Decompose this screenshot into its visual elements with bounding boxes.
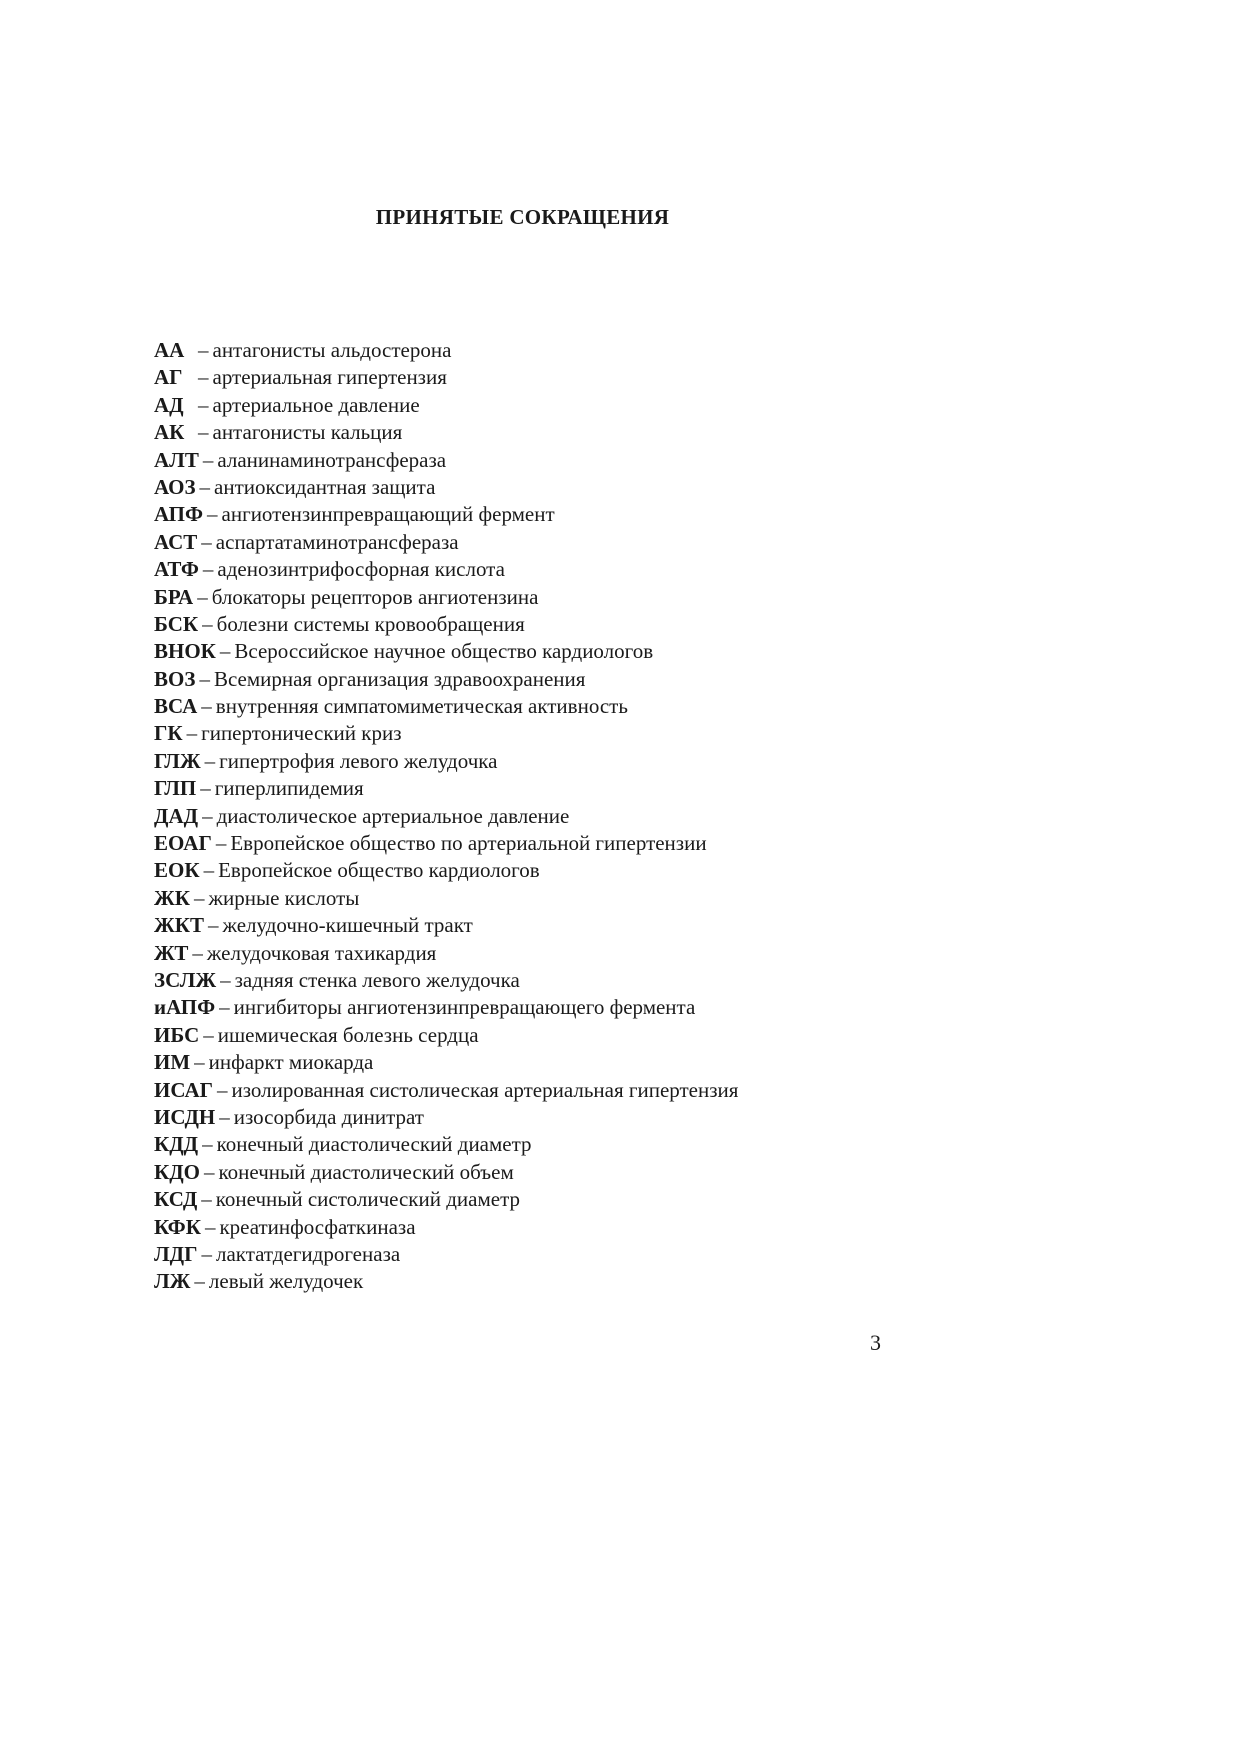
- abbreviation-dash: –: [199, 666, 210, 691]
- abbreviation-item: [154, 1159, 738, 1186]
- abbreviation-definition: Всемирная организация здравоохранения: [213, 666, 586, 691]
- abbreviation-term: ЕОАГ: [154, 831, 212, 856]
- abbreviation-definition: желудочковая тахикардия: [206, 940, 437, 965]
- abbreviation-dash: –: [219, 1104, 230, 1129]
- abbreviation-item: [154, 830, 738, 857]
- abbreviation-term: АГ: [154, 365, 183, 390]
- abbreviation-term: БСК: [154, 611, 199, 636]
- abbreviation-dash: –: [203, 1022, 214, 1047]
- abbreviation-definition: Европейское общество по артериальной гипертензии: [230, 831, 707, 856]
- abbreviation-term: АД: [154, 392, 184, 417]
- abbreviation-dash: –: [194, 1050, 205, 1075]
- abbreviation-definition: гипертонический криз: [201, 721, 402, 746]
- abbreviation-item: [154, 364, 738, 391]
- abbreviation-term: ЗСЛЖ: [154, 967, 217, 992]
- abbreviation-item: [154, 584, 738, 611]
- abbreviation-dash: –: [201, 1241, 212, 1266]
- abbreviation-definition: задняя стенка левого желудочка: [234, 967, 520, 992]
- abbreviation-dash: –: [201, 694, 212, 719]
- abbreviation-definition: гипертрофия левого желудочка: [219, 748, 498, 773]
- abbreviation-item: [154, 1104, 738, 1131]
- abbreviation-dash: –: [199, 474, 211, 499]
- page-title: ПРИНЯТЫЕ СОКРАЩЕНИЯ: [375, 205, 670, 229]
- abbreviation-definition: гиперлипидемия: [214, 776, 364, 801]
- abbreviation-dash: –: [200, 776, 211, 801]
- abbreviation-definition: ингибиторы ангиотензинпревращающего фермента: [233, 995, 696, 1020]
- abbreviation-item: [154, 775, 738, 802]
- abbreviation-term: ГЛП: [154, 776, 197, 801]
- abbreviation-definition: аспартатаминотрансфераза: [215, 529, 459, 554]
- abbreviation-term: АОЗ: [154, 474, 196, 499]
- abbreviation-term: АТФ: [154, 557, 199, 582]
- abbreviation-dash: –: [186, 721, 198, 746]
- abbreviation-definition: артериальная гипертензия: [212, 365, 447, 390]
- abbreviation-dash: –: [194, 1269, 205, 1294]
- abbreviation-term: ГК: [154, 721, 183, 746]
- abbreviation-dash: –: [202, 803, 213, 828]
- abbreviation-definition: жирные кислоты: [208, 885, 360, 910]
- abbreviation-definition: желудочно-кишечный тракт: [222, 913, 473, 938]
- abbreviation-item: [154, 803, 738, 830]
- abbreviation-definition: конечный диастолический диаметр: [216, 1132, 532, 1157]
- abbreviation-item: [154, 419, 738, 446]
- abbreviation-dash: –: [198, 392, 209, 417]
- abbreviation-dash: –: [202, 1132, 213, 1157]
- abbreviation-item: [154, 1131, 738, 1158]
- abbreviation-definition: аденозинтрифосфорная кислота: [217, 557, 505, 582]
- abbreviation-definition: ангиотензинпревращающий фермент: [221, 502, 555, 527]
- abbreviation-definition: конечный диастолический объем: [218, 1159, 514, 1184]
- abbreviation-dash: –: [202, 557, 214, 582]
- abbreviation-dash: –: [204, 1214, 216, 1239]
- abbreviation-dash: –: [202, 611, 213, 636]
- abbreviation-item: [154, 1077, 738, 1104]
- abbreviation-definition: артериальное давление: [212, 392, 420, 417]
- abbreviation-definition: Европейское общество кардиологов: [218, 858, 540, 883]
- abbreviation-item: [154, 501, 738, 528]
- abbreviation-dash: –: [197, 584, 208, 609]
- abbreviation-term: БРА: [154, 584, 194, 609]
- abbreviation-term: ВОЗ: [154, 666, 196, 691]
- abbreviation-item: [154, 1049, 738, 1076]
- abbreviation-dash: –: [204, 1159, 215, 1184]
- abbreviation-definition: Всероссийское научное общество кардиологов: [234, 639, 654, 664]
- abbreviation-item: [154, 474, 738, 501]
- abbreviation-item: [154, 693, 738, 720]
- abbreviation-definition: изосорбида динитрат: [233, 1104, 424, 1129]
- abbreviation-dash: –: [207, 502, 218, 527]
- abbreviation-item: [154, 967, 738, 994]
- abbreviation-dash: –: [202, 447, 214, 472]
- abbreviation-term: ИСДН: [154, 1104, 216, 1129]
- abbreviation-definition: диастолическое артериальное давление: [216, 803, 570, 828]
- abbreviation-dash: –: [219, 995, 230, 1020]
- abbreviation-dash: –: [216, 1077, 228, 1102]
- abbreviation-definition: левый желудочек: [208, 1269, 364, 1294]
- abbreviation-term: ЛДГ: [154, 1241, 198, 1266]
- abbreviation-item: [154, 748, 738, 775]
- abbreviation-definition: антиоксидантная защита: [214, 474, 436, 499]
- abbreviation-definition: ишемическая болезнь сердца: [217, 1022, 479, 1047]
- abbreviation-term: ЖК: [154, 885, 190, 910]
- abbreviation-definition: болезни системы кровообращения: [216, 611, 525, 636]
- abbreviation-term: иАПФ: [154, 995, 216, 1020]
- abbreviation-definition: антагонисты альдостерона: [212, 338, 452, 362]
- abbreviation-item: [154, 1268, 738, 1295]
- abbreviation-term: ЕОК: [154, 858, 200, 883]
- abbreviation-item: [154, 638, 738, 665]
- abbreviation-term: ГЛЖ: [154, 748, 201, 773]
- abbreviation-dash: –: [215, 831, 227, 856]
- abbreviation-term: ЖТ: [154, 940, 189, 965]
- abbreviation-dash: –: [219, 639, 231, 664]
- abbreviation-item: [154, 447, 738, 474]
- abbreviation-item: [154, 337, 738, 364]
- abbreviation-term: ЖКТ: [154, 913, 204, 938]
- abbreviation-term: АСТ: [154, 529, 198, 554]
- abbreviation-term: ИСАГ: [154, 1077, 213, 1102]
- abbreviation-definition: антагонисты кальция: [212, 420, 403, 445]
- page-number: 3: [870, 1330, 881, 1355]
- abbreviation-dash: –: [201, 1187, 212, 1212]
- abbreviation-item: [154, 857, 738, 884]
- abbreviation-item: [154, 556, 738, 583]
- abbreviation-item: [154, 529, 738, 556]
- abbreviation-item: [154, 392, 738, 419]
- abbreviation-term: ЛЖ: [154, 1269, 191, 1294]
- abbreviation-dash: –: [201, 529, 212, 554]
- abbreviation-item: [154, 912, 738, 939]
- abbreviation-definition: конечный систолический диаметр: [215, 1187, 521, 1212]
- abbreviation-dash: –: [198, 338, 209, 362]
- abbreviation-term: ИМ: [154, 1050, 191, 1075]
- abbreviation-dash: –: [198, 420, 209, 445]
- abbreviation-term: АПФ: [154, 502, 204, 527]
- abbreviation-definition: внутренняя симпатомиметическая активность: [215, 694, 628, 719]
- abbreviation-term: АА: [154, 338, 185, 362]
- abbreviation-term: КСД: [154, 1187, 198, 1212]
- abbreviation-item: [154, 1241, 738, 1268]
- abbreviation-definition: блокаторы рецепторов ангиотензина: [211, 584, 539, 609]
- abbreviation-item: [154, 666, 738, 693]
- abbreviation-dash: –: [192, 940, 203, 965]
- abbreviation-dash: –: [208, 913, 219, 938]
- abbreviation-dash: –: [198, 365, 209, 390]
- abbreviation-item: [154, 1022, 738, 1049]
- abbreviation-item: [154, 1214, 738, 1241]
- abbreviation-definition: инфаркт миокарда: [208, 1050, 374, 1075]
- abbreviation-term: ИБС: [154, 1022, 200, 1047]
- abbreviation-item: [154, 1186, 738, 1213]
- abbreviation-term: КДД: [154, 1132, 199, 1157]
- abbreviation-term: АК: [154, 420, 185, 445]
- abbreviation-item: [154, 940, 738, 967]
- abbreviation-list: [154, 337, 738, 1296]
- abbreviation-term: ВСА: [154, 694, 198, 719]
- abbreviation-item: [154, 611, 738, 638]
- abbreviation-term: КДО: [154, 1159, 201, 1184]
- abbreviation-definition: аланинаминотрансфераза: [217, 447, 447, 472]
- abbreviation-dash: –: [220, 967, 231, 992]
- abbreviation-item: [154, 720, 738, 747]
- abbreviation-definition: креатинфосфаткиназа: [219, 1214, 416, 1239]
- abbreviation-term: АЛТ: [154, 447, 199, 472]
- abbreviation-definition: лактатдегидрогеназа: [215, 1241, 401, 1266]
- abbreviation-term: ВНОК: [154, 639, 216, 664]
- abbreviation-dash: –: [194, 885, 205, 910]
- abbreviation-item: [154, 994, 738, 1021]
- abbreviation-term: КФК: [154, 1214, 201, 1239]
- abbreviation-definition: изолированная систолическая артериальная гипертензия: [231, 1077, 739, 1102]
- abbreviation-item: [154, 885, 738, 912]
- abbreviation-term: ДАД: [154, 803, 199, 828]
- abbreviation-dash: –: [203, 858, 215, 883]
- abbreviation-dash: –: [204, 748, 216, 773]
